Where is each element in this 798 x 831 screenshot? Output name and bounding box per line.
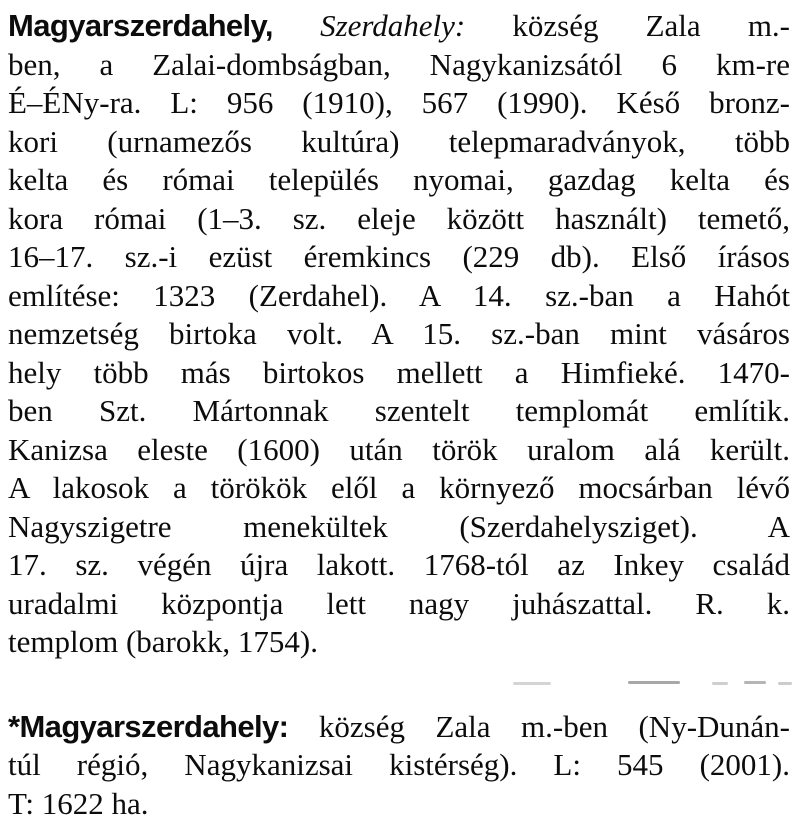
scan-artifact xyxy=(744,681,766,684)
text-line xyxy=(8,46,790,85)
entry-body-text: község Zala m.-ben (Ny-Dunán- xyxy=(288,708,790,744)
text-line xyxy=(8,708,790,747)
text-line xyxy=(8,238,790,277)
entry-body-text: kora római (1–3. sz. eleje között használt) temető, xyxy=(8,200,790,236)
entry-headword: *Magyarszerdahely: xyxy=(8,708,289,744)
scan-artifact xyxy=(628,681,680,684)
text-line xyxy=(8,161,790,200)
entry-body-text: község Zala m.- xyxy=(465,8,790,43)
text-line xyxy=(8,469,790,508)
entry-magyarszerdahely-modern xyxy=(8,708,790,824)
text-line xyxy=(8,746,790,785)
entry-headword: Magyarszerdahely, xyxy=(8,8,273,43)
entry-body-text: T: 1622 ha. xyxy=(8,785,149,821)
text-line xyxy=(8,277,790,316)
entry-body-text: A lakosok a törökök elől a környező mocsárban lévő xyxy=(8,470,790,505)
text-line xyxy=(8,508,790,547)
text-line xyxy=(8,84,790,123)
entry-variant-italic: Szerdahely: xyxy=(320,8,466,43)
text-line xyxy=(8,200,790,239)
text-line xyxy=(8,585,790,624)
entry-body-text: uradalmi központja lett nagy juhászattal. R. k. xyxy=(8,585,790,621)
text-line xyxy=(8,7,790,46)
entry-body-text: túl régió, Nagykanizsai kistérség). L: 545 (2001). xyxy=(8,747,790,782)
text-line xyxy=(8,546,790,585)
entry-body-text: Nagyszigetre menekültek (Szerdahelysziget). A xyxy=(8,508,790,544)
text-line xyxy=(8,123,790,162)
entry-body-text: nemzetség birtoka volt. A 15. sz.-ban mint vásáros xyxy=(8,316,790,351)
entry-body-text: Kanizsa eleste (1600) után török uralom alá került. xyxy=(8,431,790,467)
scan-artifact xyxy=(778,682,792,685)
text-line xyxy=(8,785,790,824)
entry-magyarszerdahely-historic xyxy=(8,7,790,662)
entry-body-text: említése: 1323 (Zerdahel). A 14. sz.-ban a Hahót xyxy=(8,277,790,313)
entry-body-text: 17. sz. végén újra lakott. 1768-tól az Inkey család xyxy=(8,547,790,582)
text-line xyxy=(8,354,790,393)
scan-artifact xyxy=(513,682,551,685)
entry-body-text: ben Szt. Mártonnak szentelt templomát említik. xyxy=(8,393,790,428)
entry-body-text: kelta és római település nyomai, gazdag kelta és xyxy=(8,162,790,197)
text-line xyxy=(8,623,790,662)
entry-body-text: templom (barokk, 1754). xyxy=(8,624,318,659)
entry-body-text: 16–17. sz.-i ezüst éremkincs (229 db). Első írásos xyxy=(8,239,790,274)
entry-body-text xyxy=(273,8,320,43)
text-line xyxy=(8,431,790,470)
entry-body-text: ben, a Zalai-dombságban, Nagykanizsától 6 km-re xyxy=(8,46,790,82)
entry-body-text: hely több más birtokos mellett a Himfieké. 1470- xyxy=(8,354,790,390)
entry-body-text: kori (urnamezős kultúra) telepmaradványok, több xyxy=(8,123,790,159)
text-line xyxy=(8,392,790,431)
text-line xyxy=(8,315,790,354)
scan-artifact xyxy=(712,682,728,685)
entry-body-text: É–ÉNy-ra. L: 956 (1910), 567 (1990). Késő bronz- xyxy=(8,85,790,120)
